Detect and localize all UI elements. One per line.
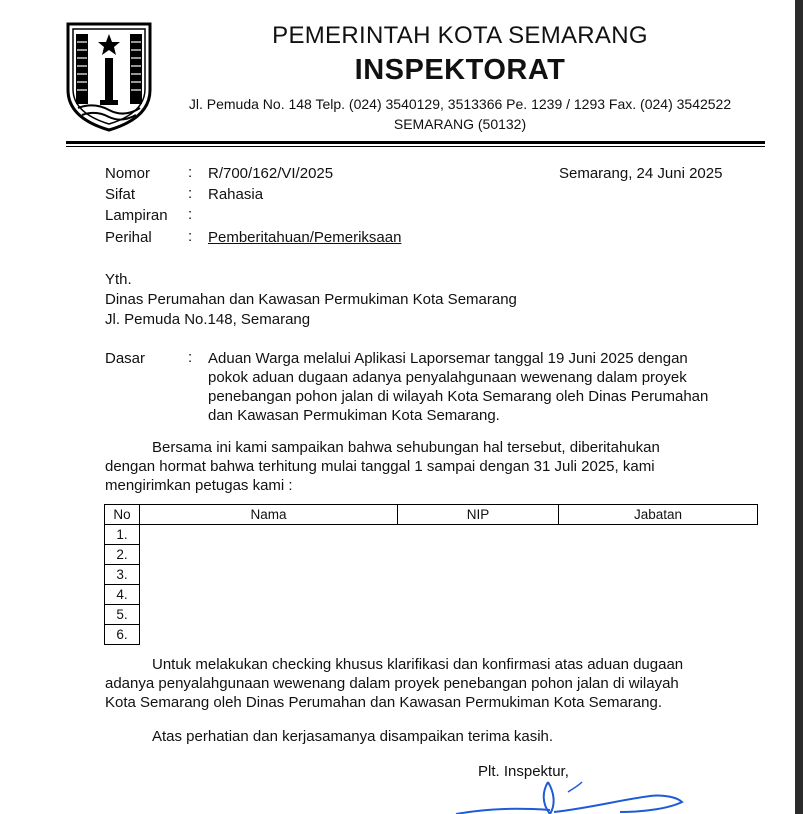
dasar-line: dan Kawasan Permukiman Kota Semarang.	[208, 407, 500, 424]
letterhead-city: SEMARANG (50132)	[393, 116, 527, 132]
table-header-row	[105, 505, 758, 525]
dasar-colon: :	[188, 349, 193, 366]
para1-line: Bersama ini kami sampaikan bahwa sehubungan hal tersebut, diberitahukan	[152, 439, 660, 456]
meta-label-nomor: Nomor	[105, 165, 151, 182]
dasar-text	[208, 349, 735, 425]
table-header-nama: Nama	[140, 505, 398, 525]
meta-colon: :	[188, 228, 193, 245]
semarang-emblem-icon	[64, 20, 154, 132]
table-cell-no: 6.	[105, 625, 140, 645]
para2-line: Kota Semarang oleh Dinas Perumahan dan Kawasan Permukiman Kota Semarang.	[105, 694, 662, 711]
meta-colon: :	[188, 164, 193, 181]
letterhead-rule-thin	[66, 146, 765, 147]
para1-line: dengan hormat bahwa terhitung mulai tanggal 1 sampai dengan 31 Juli 2025, kami	[105, 458, 655, 475]
table-row	[105, 545, 758, 565]
signatory-title: Plt. Inspektur,	[478, 763, 569, 780]
meta-label-perihal: Perihal	[105, 229, 152, 246]
meta-colon: :	[188, 206, 193, 223]
dasar-line: Aduan Warga melalui Aplikasi Laporsemar tanggal 19 Juni 2025 dengan	[208, 350, 688, 367]
dasar-label: Dasar	[105, 350, 146, 367]
table-cell-no: 1.	[105, 525, 140, 545]
letterhead-agency: INSPEKTORAT	[354, 54, 566, 86]
table-row	[105, 625, 758, 645]
recipient-salutation: Yth.	[105, 271, 132, 288]
closing-text: Atas perhatian dan kerjasamanya disampaikan terima kasih.	[152, 728, 554, 745]
table-header-nip: NIP	[398, 505, 559, 525]
letterhead-government: PEMERINTAH KOTA SEMARANG	[272, 22, 648, 49]
table-cell-no: 2.	[105, 545, 140, 565]
table-header-no: No	[105, 505, 140, 525]
table-header-jabatan: Jabatan	[559, 505, 758, 525]
recipient-name: Dinas Perumahan dan Kawasan Permukiman Kota Semarang	[105, 291, 517, 308]
table-cell-no: 3.	[105, 565, 140, 585]
table-row	[105, 565, 758, 585]
letter-date: Semarang, 24 Juni 2025	[559, 165, 723, 182]
meta-value-nomor: R/700/162/VI/2025	[208, 165, 334, 182]
table-row	[105, 605, 758, 625]
recipient-address: Jl. Pemuda No.148, Semarang	[105, 311, 311, 328]
meta-label-lampiran: Lampiran	[105, 207, 168, 224]
meta-value-sifat: Rahasia	[208, 186, 264, 203]
table-row	[105, 585, 758, 605]
table-cell-no: 5.	[105, 605, 140, 625]
personnel-table	[104, 504, 758, 645]
signature-icon	[450, 778, 690, 814]
letterhead-rule-thick	[66, 141, 765, 144]
dasar-line: pokok aduan dugaan adanya penyalahgunaan wewenang dalam proyek	[208, 369, 687, 386]
meta-label-sifat: Sifat	[105, 186, 136, 203]
meta-value-perihal: Pemberitahuan/Pemeriksaan	[208, 229, 402, 246]
letterhead-address: Jl. Pemuda No. 148 Telp. (024) 3540129, 3513366 Pe. 1239 / 1293 Fax. (024) 3542522	[188, 96, 732, 112]
dasar-line: penebangan pohon jalan di wilayah Kota Semarang oleh Dinas Perumahan	[208, 388, 709, 405]
meta-colon: :	[188, 185, 193, 202]
table-row	[105, 525, 758, 545]
para1-line: mengirimkan petugas kami :	[105, 477, 293, 494]
para2-line: Untuk melakukan checking khusus klarifikasi dan konfirmasi atas aduan dugaan	[152, 656, 684, 673]
para2-line: adanya penyalahgunaan wewenang dalam proyek penebangan pohon jalan di wilayah	[105, 675, 679, 692]
table-cell-no: 4.	[105, 585, 140, 605]
